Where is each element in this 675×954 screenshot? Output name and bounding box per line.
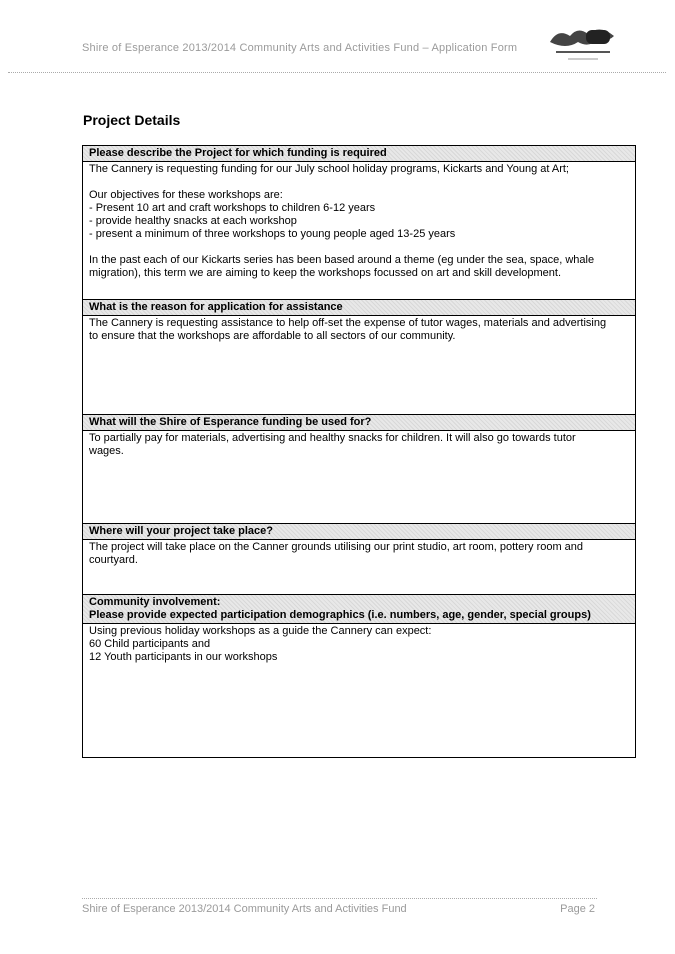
page-header-title: Shire of Esperance 2013/2014 Community Arts and Activities Fund – Application Form bbox=[82, 42, 518, 54]
section-heading-reason: What is the reason for application for assistance bbox=[83, 300, 635, 316]
body-line: The Cannery is requesting assistance to help off-set the expense of tutor wages, materials and advertising bbox=[89, 317, 607, 329]
header-divider bbox=[8, 72, 666, 73]
heading-line: Community involvement: bbox=[89, 596, 221, 608]
body-line: courtyard. bbox=[89, 554, 138, 566]
body-line: wages. bbox=[89, 445, 124, 457]
body-line: The Cannery is requesting funding for our July school holiday programs, Kickarts and Young at Art; bbox=[89, 163, 569, 175]
body-line: - present a minimum of three workshops to young people aged 13-25 years bbox=[89, 228, 456, 240]
body-line: Our objectives for these workshops are: bbox=[89, 189, 283, 201]
body-line: In the past each of our Kickarts series has been based around a theme (eg under the sea, space, whale bbox=[89, 254, 595, 266]
section-heading-community-involvement bbox=[83, 595, 635, 624]
body-line bbox=[89, 176, 629, 189]
body-line: To partially pay for materials, advertising and healthy snacks for children. It will also go towards tutor bbox=[89, 432, 576, 444]
footer-divider bbox=[82, 898, 597, 899]
page-title: Project Details bbox=[83, 112, 181, 128]
body-line: The project will take place on the Canner grounds utilising our print studio, art room, pottery room and bbox=[89, 541, 584, 553]
body-line: Using previous holiday workshops as a guide the Cannery can expect: bbox=[89, 625, 432, 637]
section-heading-project-description: Please describe the Project for which funding is required bbox=[83, 146, 635, 162]
section-body-reason bbox=[83, 316, 635, 415]
body-line: 12 Youth participants in our workshops bbox=[89, 651, 278, 663]
footer-title: Shire of Esperance 2013/2014 Community Arts and Activities Fund bbox=[82, 903, 407, 915]
page-number: Page 2 bbox=[560, 903, 595, 915]
section-body-community-involvement bbox=[83, 624, 635, 757]
section-heading-funding-use: What will the Shire of Esperance funding be used for? bbox=[83, 415, 635, 431]
section-body-location bbox=[83, 540, 635, 595]
heading-line: Please provide expected participation demographics (i.e. numbers, age, gender, special groups) bbox=[89, 609, 591, 621]
body-line: 60 Child participants and bbox=[89, 638, 211, 650]
section-heading-location: Where will your project take place? bbox=[83, 524, 635, 540]
section-body-project-description bbox=[83, 162, 635, 300]
body-line: - Present 10 art and craft workshops to children 6-12 years bbox=[89, 202, 376, 214]
body-line bbox=[89, 241, 629, 254]
section-body-funding-use bbox=[83, 431, 635, 524]
body-line: migration), this term we are aiming to keep the workshops focussed on art and skill development. bbox=[89, 267, 562, 279]
project-details-form bbox=[82, 145, 636, 758]
body-line: to ensure that the workshops are affordable to all sectors of our community. bbox=[89, 330, 456, 342]
body-line: - provide healthy snacks at each workshop bbox=[89, 215, 297, 227]
shire-logo bbox=[548, 22, 618, 66]
